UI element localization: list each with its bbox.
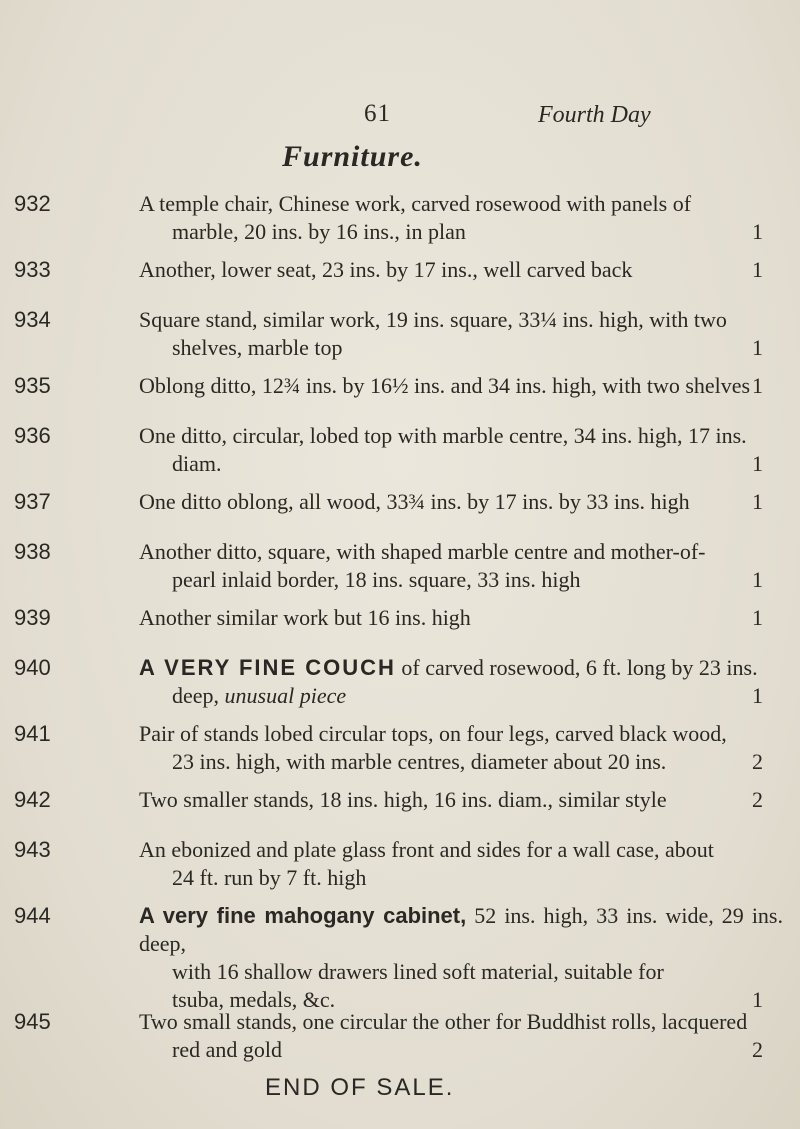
lot-description [139, 538, 783, 594]
lot-lead: A very fine mahogany cabinet, [139, 903, 467, 928]
lot-quantity: 2 [752, 787, 763, 812]
lot-number: 933 [14, 257, 51, 282]
lot-text: Pair of stands lobed circular tops, on four legs, carved black wood, [139, 721, 727, 746]
lot-description [139, 422, 783, 478]
lot-quantity: 1 [752, 683, 763, 708]
lot-number: 934 [14, 307, 51, 332]
lot-text: Another ditto, square, with shaped marble centre and mother-of- [139, 539, 706, 564]
lot-text-cont: marble, 20 ins. by 16 ins., in plan 1 [172, 219, 763, 244]
lot-text: Two smaller stands, 18 ins. high, 16 ins. diam., similar style [139, 787, 667, 812]
lot-quantity: 1 [752, 219, 763, 244]
lot-text: Two small stands, one circular the other for Buddhist rolls, lacquered [139, 1009, 748, 1034]
lot-number: 938 [14, 539, 51, 564]
lot-text: A temple chair, Chinese work, carved rosewood with panels of [139, 191, 692, 216]
lot-description [139, 720, 783, 776]
lot-number: 945 [14, 1009, 51, 1034]
lot-quantity: 2 [752, 1037, 763, 1062]
lot-number: 937 [14, 489, 51, 514]
lot-quantity: 1 [752, 489, 763, 514]
lot-quantity: 1 [752, 451, 763, 476]
lot-text: Square stand, similar work, 19 ins. square, 33¼ ins. high, with two [139, 307, 727, 332]
lot-lead: A VERY FINE COUCH [139, 655, 396, 680]
lot-text-cont: diam. 1 [172, 451, 763, 476]
lot-description [139, 190, 783, 246]
lot-text-cont: shelves, marble top 1 [172, 335, 763, 360]
lot-text-cont: pearl inlaid border, 18 ins. square, 33 ins. high 1 [172, 567, 763, 592]
lot-quantity: 1 [752, 605, 763, 630]
lot-number: 936 [14, 423, 51, 448]
lot-description [139, 1008, 783, 1064]
lot-text-cont: red and gold 2 [172, 1037, 763, 1062]
lot-number: 935 [14, 373, 51, 398]
lot-text: One ditto, circular, lobed top with marble centre, 34 ins. high, 17 ins. [139, 423, 747, 448]
lot-description [139, 654, 783, 710]
lot-text: One ditto oblong, all wood, 33¾ ins. by 17 ins. by 33 ins. high [139, 489, 690, 514]
lot-quantity: 2 [752, 749, 763, 774]
lot-quantity: 1 [752, 335, 763, 360]
day-label: Fourth Day [538, 102, 651, 128]
lot-description [139, 604, 783, 632]
lot-description [139, 256, 783, 284]
lot-description [139, 372, 783, 400]
lot-text-cont: tsuba, medals, &c. 1 [172, 987, 763, 1012]
lot-number: 939 [14, 605, 51, 630]
lot-description [139, 786, 783, 814]
lot-quantity: 1 [752, 373, 763, 398]
lot-text-cont: deep, unusual piece 1 [172, 683, 763, 708]
lot-number: 940 [14, 655, 51, 680]
section-title: Furniture. [282, 140, 423, 173]
lot-text-cont: 24 ft. run by 7 ft. high [172, 865, 367, 890]
lot-note: unusual piece [224, 683, 347, 708]
lot-text: Another similar work but 16 ins. high [139, 605, 471, 630]
lot-text-cont: with 16 shallow drawers lined soft material, suitable for [172, 959, 664, 984]
lot-number: 932 [14, 191, 51, 216]
lot-quantity: 1 [752, 567, 763, 592]
lot-text-cont: 23 ins. high, with marble centres, diameter about 20 ins. 2 [172, 749, 763, 774]
lot-number: 944 [14, 903, 51, 928]
lot-text: Another, lower seat, 23 ins. by 17 ins., well carved back [139, 257, 633, 282]
lot-description [139, 306, 783, 362]
lot-text: 52 ins. high, 33 ins. wide, 29 ins. deep, [139, 903, 783, 956]
lot-text: Oblong ditto, 12¾ ins. by 16½ ins. and 34 ins. high, with two shelves [139, 373, 751, 398]
lot-text: An ebonized and plate glass front and sides for a wall case, about [139, 837, 714, 862]
end-of-sale: END OF SALE. [265, 1074, 455, 1101]
lot-text: of carved rosewood, 6 ft. long by 23 ins. [395, 655, 758, 680]
lot-description [139, 488, 783, 516]
lot-description [139, 902, 783, 1014]
page-number: 61 [364, 100, 391, 127]
lot-number: 942 [14, 787, 51, 812]
page-header [0, 100, 800, 140]
lot-number: 941 [14, 721, 51, 746]
lot-number: 943 [14, 837, 51, 862]
lot-quantity: 1 [752, 257, 763, 282]
lot-description [139, 836, 783, 892]
lot-quantity: 1 [752, 987, 763, 1012]
